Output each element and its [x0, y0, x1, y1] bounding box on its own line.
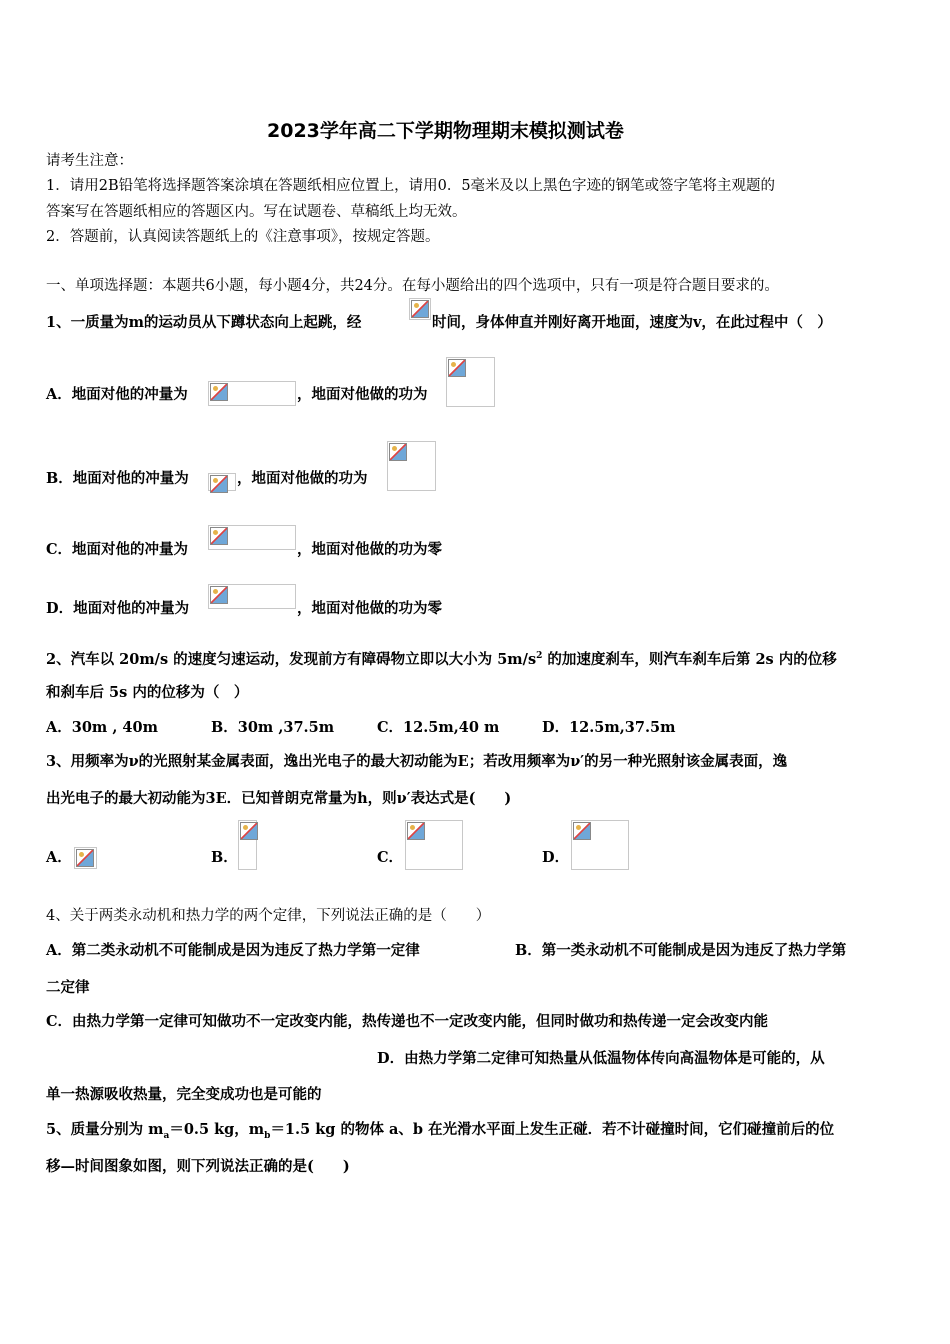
q5-stem-sub-b: b: [264, 1130, 271, 1141]
q1-option-d-part-1: D．地面对他的冲量为: [46, 600, 190, 617]
q4-option-a: A．第二类永动机不可能制成是因为违反了热力学第一定律: [46, 942, 420, 959]
notice-item-1-line-2: 答案写在答题纸相应的答题区内。写在试题卷、草稿纸上均无效。: [46, 204, 467, 220]
q2-option-a: A．30m , 40m: [46, 719, 158, 736]
q5-stem-line-1-a: 5、质量分别为 m: [46, 1121, 164, 1138]
q1-option-a-impulse-image: [208, 381, 296, 406]
q1-option-d-part-2: ，地面对他做的功为零: [297, 600, 442, 617]
q3-option-d-label: D．: [542, 849, 570, 866]
q3-option-c-label: C．: [377, 849, 404, 866]
q4-stem: 4、关于两类永动机和热力学的两个定律，下列说法正确的是（ ）: [46, 908, 491, 924]
q4-option-b-line-1: B．第一类永动机不可能制成是因为违反了热力学第: [515, 942, 847, 959]
q1-option-b-part-1: B．地面对他的冲量为: [46, 470, 189, 487]
image-placeholder-icon: [210, 586, 228, 604]
q1-option-b-work-image: [387, 441, 436, 491]
image-placeholder-icon: [389, 443, 407, 461]
image-placeholder-icon: [407, 822, 425, 840]
q2-option-b: B．30m ,37.5m: [211, 719, 335, 736]
image-placeholder-icon: [76, 849, 94, 867]
q5-stem-line-1: [46, 1121, 834, 1145]
q1-time-formula-image: [409, 298, 431, 320]
q3-option-b-formula-image: [238, 820, 257, 870]
image-placeholder-icon: [448, 359, 466, 377]
image-placeholder-icon: [210, 475, 228, 493]
q1-option-d-impulse-image: [208, 584, 296, 609]
q3-option-c-formula-image: [405, 820, 463, 870]
q4-option-d-line-2: 单一热源吸收热量，完全变成功也是可能的: [46, 1086, 322, 1103]
q5-stem-line-2: 移—时间图象如图，则下列说法正确的是( ): [46, 1158, 350, 1175]
page-title: 2023学年高二下学期物理期末模拟测试卷: [267, 120, 624, 142]
q4-option-b-line-2: 二定律: [46, 979, 90, 996]
q5-stem-line-1-b: ＝0.5 kg，m: [169, 1121, 265, 1138]
q1-option-c-part-1: C．地面对他的冲量为: [46, 541, 189, 558]
q4-option-d-line-1: D．由热力学第二定律可知热量从低温物体传向高温物体是可能的，从: [377, 1050, 825, 1067]
q1-option-c-impulse-image: [208, 525, 296, 550]
q2-stem-line-1-b: 的加速度刹车，则汽车刹车后第 2s 内的位移: [542, 650, 837, 668]
q5-stem-line-1-c: ＝1.5 kg 的物体 a、b 在光滑水平面上发生正碰．若不计碰撞时间，它们碰撞前后的位: [270, 1121, 835, 1138]
q3-option-b-label: B．: [211, 849, 238, 866]
q3-stem-line-2: 出光电子的最大初动能为3E．已知普朗克常量为h，则ν′表达式是( ): [46, 790, 512, 807]
q3-option-d-formula-image: [571, 820, 629, 870]
q1-option-a-part-1: A．地面对他的冲量为: [46, 386, 188, 403]
section-1-heading: 一、单项选择题：本题共6小题，每小题4分，共24分。在每小题给出的四个选项中，只有一项是符合题目要求的。: [46, 278, 779, 294]
q3-option-a-formula-image: [74, 847, 97, 869]
q4-option-c: C．由热力学第一定律可知做功不一定改变内能，热传递也不一定改变内能，但同时做功和热传递一定会改变内能: [46, 1013, 769, 1030]
image-placeholder-icon: [210, 527, 228, 545]
q2-stem-line-2: 和刹车后 5s 内的位移为（ ）: [46, 684, 249, 701]
q5-stem-sub-a: a: [163, 1130, 170, 1141]
notice-heading: 请考生注意：: [46, 153, 133, 169]
q2-stem-line-1-sup: 2: [536, 651, 543, 661]
image-placeholder-icon: [210, 383, 228, 401]
q1-option-b-part-2: ，地面对他做的功为: [237, 470, 368, 487]
q2-option-c: C．12.5m,40 m: [377, 719, 500, 736]
q1-option-a-part-2: ，地面对他做的功为: [297, 386, 428, 403]
image-placeholder-icon: [411, 300, 429, 318]
notice-item-2: 2．答题前，认真阅读答题纸上的《注意事项》，按规定答题。: [46, 229, 440, 245]
q1-option-b-impulse-image: [208, 473, 236, 491]
q2-stem-line-1: [46, 647, 837, 669]
q3-stem-line-1: 3、用频率为ν的光照射某金属表面，逸出光电子的最大初动能为E；若改用频率为ν′的另一种光照射该金属表面，逸: [46, 753, 788, 770]
q1-option-c-part-2: ，地面对他做的功为零: [297, 541, 442, 558]
q2-stem-line-1-a: 2、汽车以 20m/s 的速度匀速运动，发现前方有障碍物立即以大小为 5m/s: [46, 650, 537, 668]
notice-item-1-line-1: 1．请用2B铅笔将选择题答案涂填在答题纸相应位置上，请用0．5毫米及以上黑色字迹的钢笔或签字笔将主观题的: [46, 178, 776, 194]
image-placeholder-icon: [240, 822, 258, 840]
q3-option-a-label: A．: [46, 849, 72, 866]
q1-stem-part-2: 时间，身体伸直并刚好离开地面，速度为v，在此过程中（ ）: [432, 314, 832, 331]
q1-option-a-work-image: [446, 357, 495, 407]
image-placeholder-icon: [573, 822, 591, 840]
q2-option-d: D．12.5m,37.5m: [542, 719, 676, 736]
q1-stem-part-1: 1、一质量为m的运动员从下蹲状态向上起跳，经: [46, 314, 362, 331]
